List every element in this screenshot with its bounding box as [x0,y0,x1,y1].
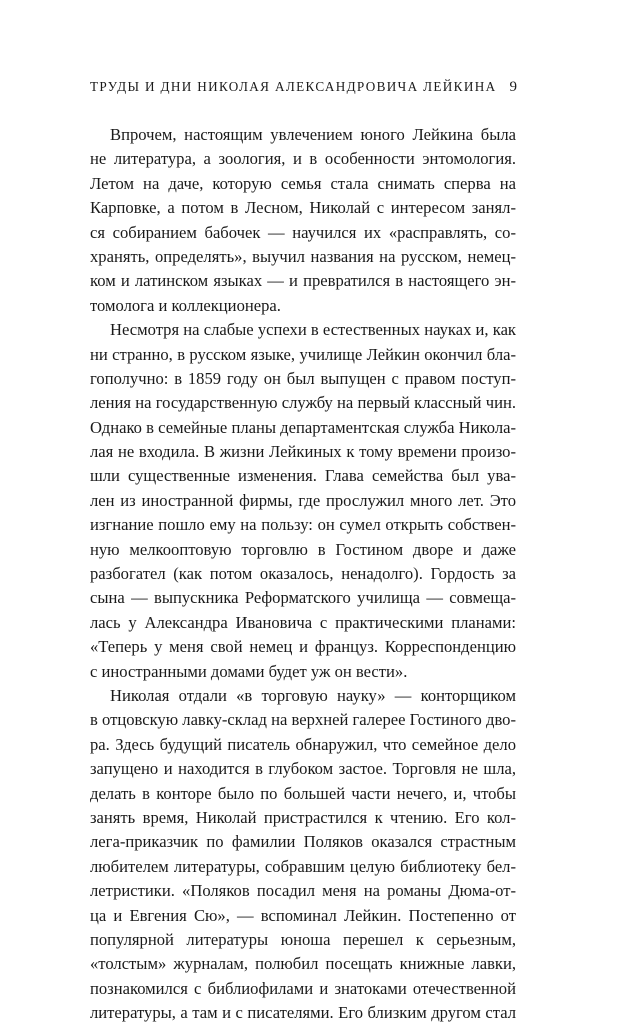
text-line: популярной литературы юноша перешел к серьезным, [90,929,516,949]
text-line: «толстым» журналам, полюбил посещать книжные лавки, [90,954,516,974]
text-line: хранять, определять», выучил названия на русском, немец- [90,246,516,266]
text-line: разбогател (как потом оказалось, ненадолго). Гордость за [90,564,516,584]
text-line: изгнание пошло ему на пользу: он сумел открыть собствен- [90,515,516,535]
paragraph [90,684,516,1025]
text-line: Несмотря на слабые успехи в естественных науках и, как [110,320,516,340]
text-line: лая не входила. В жизни Лейкиных к тому времени произо- [90,442,516,462]
text-line: ни странно, в русском языке, училище Лейкин окончил бла- [90,344,516,364]
text-line: любителем литературы, собравшим целую библиотеку бел- [90,856,516,876]
text-line: ком и латинском языках — и превратился в настоящего эн- [90,271,516,291]
text-line: «Теперь у меня свой немец и француз. Корреспонденцию [90,637,516,657]
text-line: шли существенные изменения. Глава семейства был ува- [90,466,516,486]
text-line: Однако в семейные планы департаментская служба Никола- [90,417,516,437]
text-line: с иностранными домами будет уж он вести». [90,661,408,681]
text-line: сына — выпускника Реформатского училища — совмеща- [90,588,516,608]
page-number: 9 [509,79,517,95]
text-line: занять время, Николай пристрастился к чтению. Его кол- [90,807,516,827]
text-line: ся собиранием бабочек — научился их «расправлять, со- [90,222,516,242]
text-line: летристики. «Поляков посадил меня на романы Дюма-от- [90,881,516,901]
text-line: томолога и коллекционера. [90,295,281,315]
text-line: лась у Александра Ивановича с практическими планами: [90,612,516,632]
text-line: ления на государственную службу на первый классный чин. [90,393,516,413]
text-line: Карповке, а потом в Лесном, Николай с интересом занял- [90,198,516,218]
paragraph [90,123,516,318]
text-line: Впрочем, настоящим увлечением юного Лейкина была [110,125,516,144]
paragraph [90,318,516,684]
text-line: ца и Евгения Сю», — вспоминал Лейкин. Постепенно от [90,905,516,925]
text-line: Николая отдали «в торговую науку» — конторщиком [110,685,516,705]
text-line: познакомился с библиофилами и знатоками отечественной [90,978,516,998]
text-line: делать в конторе было по большей части нечего, и, чтобы [90,783,516,803]
text-line: не литература, а зоология, и в особенности энтомология. [90,149,516,169]
text-line: ра. Здесь будущий писатель обнаружил, что семейное дело [90,734,516,754]
text-line: лега-приказчик по фамилии Поляков оказался страстным [90,832,516,852]
running-title: ТРУДЫ И ДНИ НИКОЛАЯ АЛЕКСАНДРОВИЧА ЛЕЙКИНА [90,79,497,94]
text-line: ную мелкооптовую торговлю в Гостином дворе и даже [90,539,516,559]
body-text [90,123,516,1025]
text-line: в отцовскую лавку-склад на верхней галерее Гостиного дво- [90,710,516,730]
text-line: гополучно: в 1859 году он был выпущен с правом поступ- [90,368,516,388]
text-line: запущено и находится в глубоком застое. Торговля не шла, [90,759,516,779]
text-line: лен из иностранной фирмы, где прослужил много лет. Это [90,490,516,510]
text-line: Летом на даче, которую семья стала снимать сперва на [90,173,516,193]
text-line: литературы, а там и с писателями. Его близким другом стал [90,1003,516,1023]
page-header [90,79,526,101]
